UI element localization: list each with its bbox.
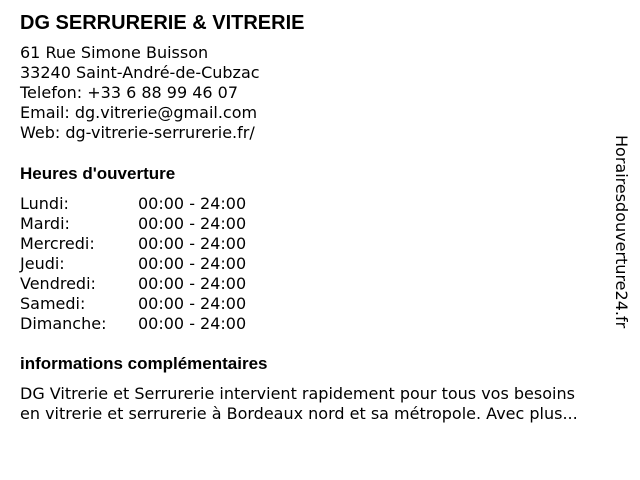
address-line-street: 61 Rue Simone Buisson xyxy=(20,43,209,62)
opening-hours-heading: Heures d'ouverture xyxy=(20,164,176,183)
email-line: Email: dg.vitrerie@gmail.com xyxy=(20,103,258,122)
hours-time: 00:00 - 24:00 xyxy=(138,214,247,233)
hours-time: 00:00 - 24:00 xyxy=(138,294,247,313)
contact-block xyxy=(20,43,260,143)
hours-time: 00:00 - 24:00 xyxy=(138,234,247,253)
hours-day: Mercredi: xyxy=(20,234,95,253)
hours-time: 00:00 - 24:00 xyxy=(138,194,247,213)
hours-day: Dimanche: xyxy=(20,314,107,333)
hours-day: Vendredi: xyxy=(20,274,96,293)
info-line: en vitrerie et serrurerie à Bordeaux nord et sa métropole. Avec plus... xyxy=(20,404,578,423)
business-name: DG SERRURERIE & VITRERIE xyxy=(20,12,305,34)
additional-info-text xyxy=(20,384,578,424)
hours-time: 00:00 - 24:00 xyxy=(138,274,247,293)
hours-time: 00:00 - 24:00 xyxy=(138,254,247,273)
hours-day: Jeudi: xyxy=(20,254,65,273)
address-line-city: 33240 Saint-André-de-Cubzac xyxy=(20,63,260,82)
web-line: Web: dg-vitrerie-serrurerie.fr/ xyxy=(20,123,255,142)
hours-time: 00:00 - 24:00 xyxy=(138,314,247,333)
info-line: DG Vitrerie et Serrurerie intervient rapidement pour tous vos besoins xyxy=(20,384,575,403)
hours-day: Lundi: xyxy=(20,194,69,213)
phone-line: Telefon: +33 6 88 99 46 07 xyxy=(20,83,239,102)
additional-info-heading: informations complémentaires xyxy=(20,354,268,373)
hours-day: Samedi: xyxy=(20,294,86,313)
site-watermark: Horairesdouverture24.fr xyxy=(612,135,631,329)
hours-day: Mardi: xyxy=(20,214,70,233)
